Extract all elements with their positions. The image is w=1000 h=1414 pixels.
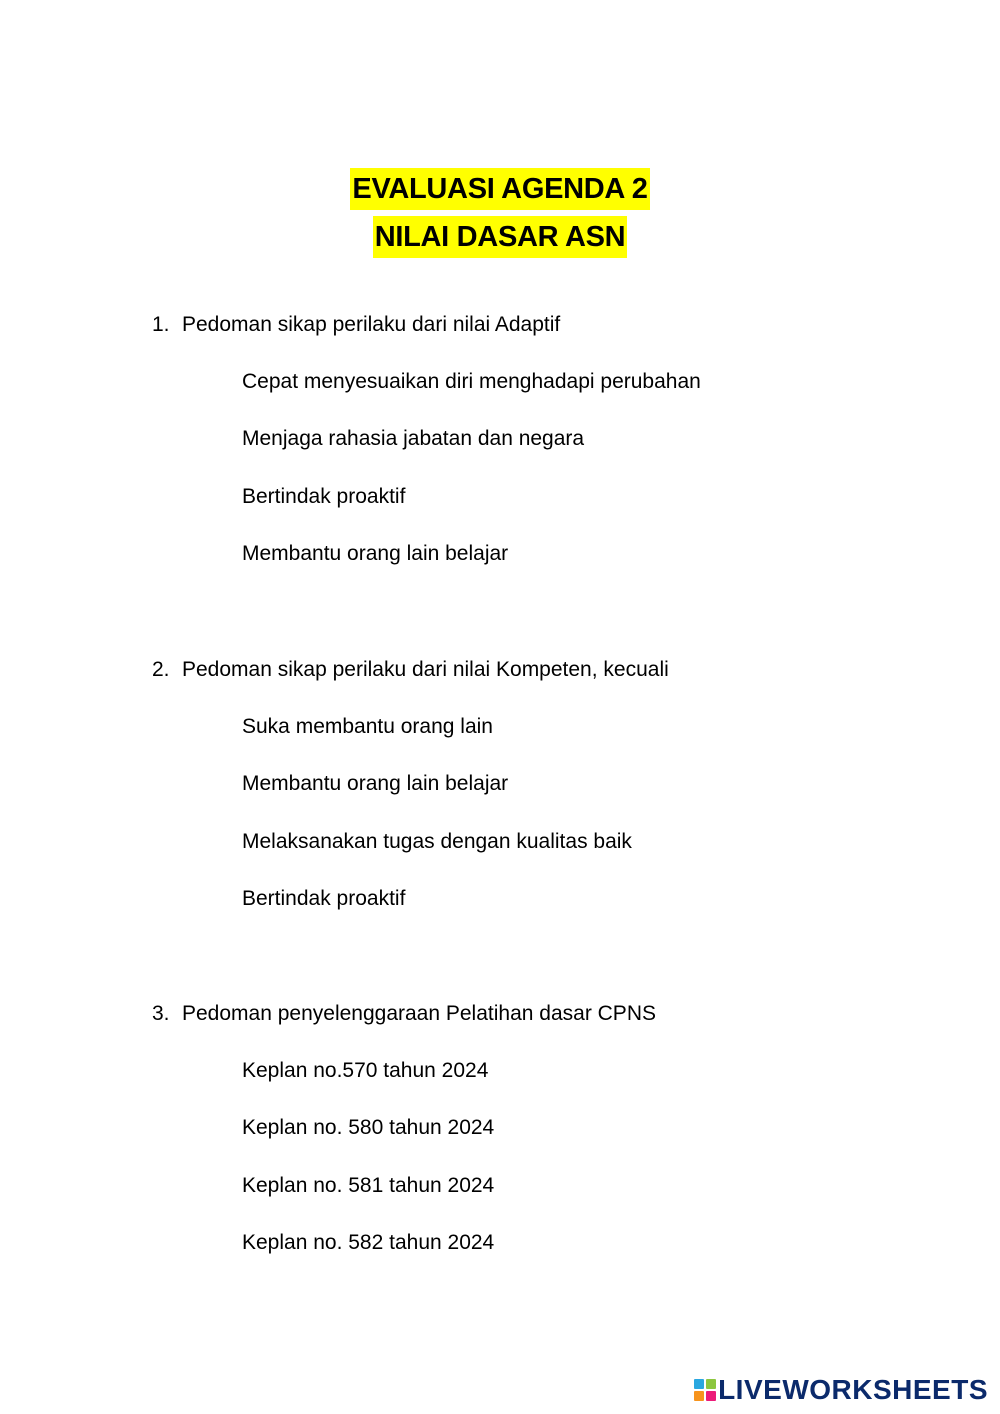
question-text: Pedoman sikap perilaku dari nilai Kompeten, kecuali	[182, 658, 669, 681]
question-2-option-1[interactable]: Suka membantu orang lain	[242, 715, 493, 738]
question-3-option-1[interactable]: Keplan no.570 tahun 2024	[242, 1059, 489, 1082]
question-number: 3.	[152, 1002, 170, 1025]
question-1-option-4[interactable]: Membantu orang lain belajar	[242, 542, 509, 565]
question-3-option-4[interactable]: Keplan no. 582 tahun 2024	[242, 1231, 495, 1254]
liveworksheets-watermark	[694, 1374, 988, 1406]
question-3	[152, 1001, 656, 1027]
question-2	[152, 657, 669, 683]
question-number: 1.	[152, 313, 170, 336]
title-line-1: EVALUASI AGENDA 2	[350, 168, 649, 210]
worksheet-title	[0, 168, 1000, 258]
watermark-text: LIVEWORKSHEETS	[718, 1374, 988, 1405]
question-2-option-4[interactable]: Bertindak proaktif	[242, 887, 406, 910]
question-2-option-2[interactable]: Membantu orang lain belajar	[242, 772, 509, 795]
liveworksheets-logo-icon	[694, 1379, 716, 1401]
question-1	[152, 312, 560, 338]
question-3-option-3[interactable]: Keplan no. 581 tahun 2024	[242, 1174, 495, 1197]
question-text: Pedoman sikap perilaku dari nilai Adaptif	[182, 313, 561, 336]
question-1-option-1[interactable]: Cepat menyesuaikan diri menghadapi perubahan	[242, 370, 701, 393]
question-number: 2.	[152, 658, 170, 681]
title-line-2: NILAI DASAR ASN	[373, 216, 628, 258]
question-text: Pedoman penyelenggaraan Pelatihan dasar CPNS	[182, 1002, 656, 1025]
question-3-option-2[interactable]: Keplan no. 580 tahun 2024	[242, 1116, 495, 1139]
question-1-option-2[interactable]: Menjaga rahasia jabatan dan negara	[242, 427, 585, 450]
question-2-option-3[interactable]: Melaksanakan tugas dengan kualitas baik	[242, 830, 632, 853]
question-1-option-3[interactable]: Bertindak proaktif	[242, 485, 406, 508]
